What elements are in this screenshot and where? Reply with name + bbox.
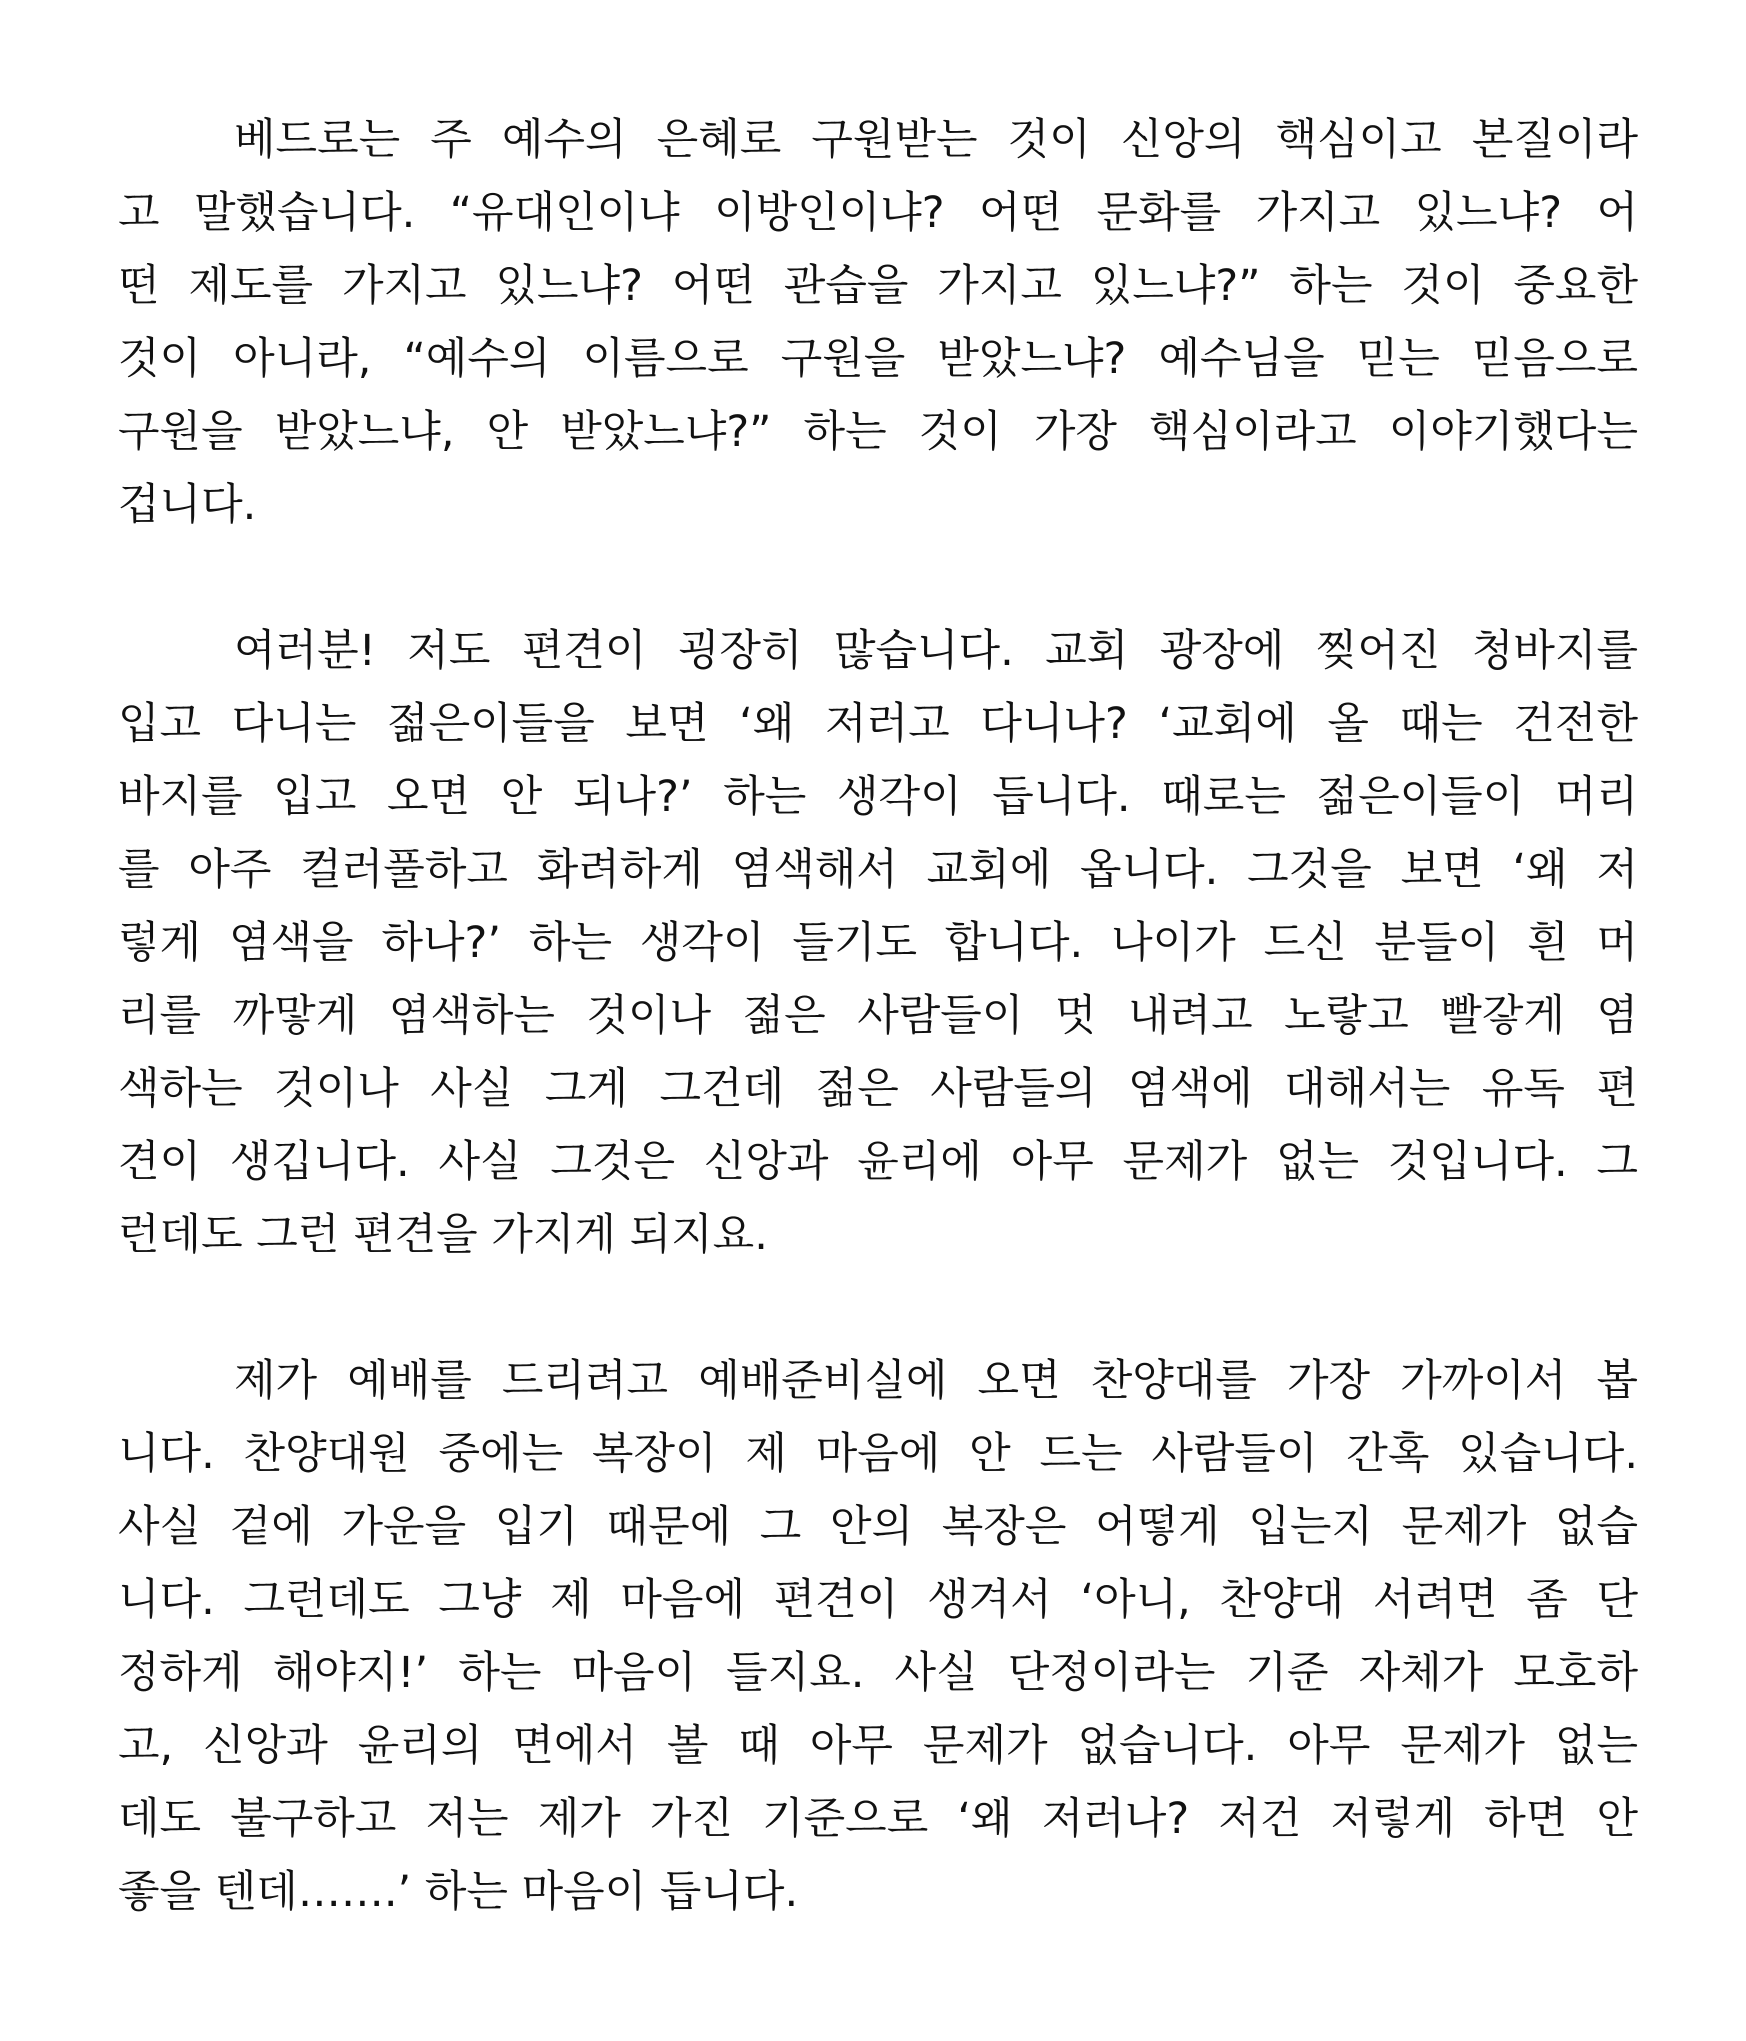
text-line: 데도 불구하고 저는 제가 가진 기준으로 ‘왜 저러나? 저건 저렇게 하면 안 bbox=[118, 1794, 1638, 1844]
text-line: 바지를 입고 오면 안 되나?’ 하는 생각이 듭니다. 때로는 젊은이들이 머리 bbox=[118, 772, 1638, 822]
text-line: 것이 아니라, “예수의 이름으로 구원을 받았느냐? 예수님을 믿는 믿음으로 bbox=[118, 334, 1638, 384]
text-line: 좋을 텐데…….’ 하는 마음이 듭니다. bbox=[118, 1867, 799, 1917]
text-line: 베드로는 주 예수의 은혜로 구원받는 것이 신앙의 핵심이고 본질이라 bbox=[234, 115, 1638, 165]
text-line: 색하는 것이나 사실 그게 그건데 젊은 사람들의 염색에 대해서는 유독 편 bbox=[118, 1064, 1638, 1114]
text-line: 고 말했습니다. “유대인이냐 이방인이냐? 어떤 문화를 가지고 있느냐? 어 bbox=[118, 188, 1638, 238]
paragraph-1 bbox=[118, 104, 1638, 542]
paragraph-2 bbox=[118, 615, 1638, 1272]
text-line: 런데도 그런 편견을 가지게 되지요. bbox=[118, 1210, 768, 1260]
text-line: 사실 겉에 가운을 입기 때문에 그 안의 복장은 어떻게 입는지 문제가 없습 bbox=[118, 1502, 1638, 1552]
text-line: 여러분! 저도 편견이 굉장히 많습니다. 교회 광장에 찢어진 청바지를 bbox=[234, 626, 1638, 676]
text-line: 리를 까맣게 염색하는 것이나 젊은 사람들이 멋 내려고 노랗고 빨갛게 염 bbox=[118, 991, 1638, 1041]
text-line: 떤 제도를 가지고 있느냐? 어떤 관습을 가지고 있느냐?” 하는 것이 중요한 bbox=[118, 261, 1638, 311]
text-line: 입고 다니는 젊은이들을 보면 ‘왜 저러고 다니나? ‘교회에 올 때는 건전한 bbox=[118, 699, 1638, 749]
text-line: 제가 예배를 드리려고 예배준비실에 오면 찬양대를 가장 가까이서 봅 bbox=[234, 1356, 1638, 1406]
text-line: 정하게 해야지!’ 하는 마음이 들지요. 사실 단정이라는 기준 자체가 모호하 bbox=[118, 1648, 1638, 1698]
text-line: 니다. 그런데도 그냥 제 마음에 편견이 생겨서 ‘아니, 찬양대 서려면 좀 단 bbox=[118, 1575, 1638, 1625]
text-line: 렇게 염색을 하나?’ 하는 생각이 들기도 합니다. 나이가 드신 분들이 흰 머 bbox=[118, 918, 1638, 968]
paragraph-3 bbox=[118, 1345, 1638, 1929]
document-page bbox=[118, 104, 1638, 1929]
text-line: 겁니다. bbox=[118, 480, 257, 530]
text-line: 니다. 찬양대원 중에는 복장이 제 마음에 안 드는 사람들이 간혹 있습니다. bbox=[118, 1429, 1638, 1479]
text-line: 견이 생깁니다. 사실 그것은 신앙과 윤리에 아무 문제가 없는 것입니다. 그 bbox=[118, 1137, 1638, 1187]
text-line: 고, 신앙과 윤리의 면에서 볼 때 아무 문제가 없습니다. 아무 문제가 없는 bbox=[118, 1721, 1638, 1771]
text-line: 구원을 받았느냐, 안 받았느냐?” 하는 것이 가장 핵심이라고 이야기했다는 bbox=[118, 407, 1638, 457]
text-line: 를 아주 컬러풀하고 화려하게 염색해서 교회에 옵니다. 그것을 보면 ‘왜 저 bbox=[118, 845, 1638, 895]
